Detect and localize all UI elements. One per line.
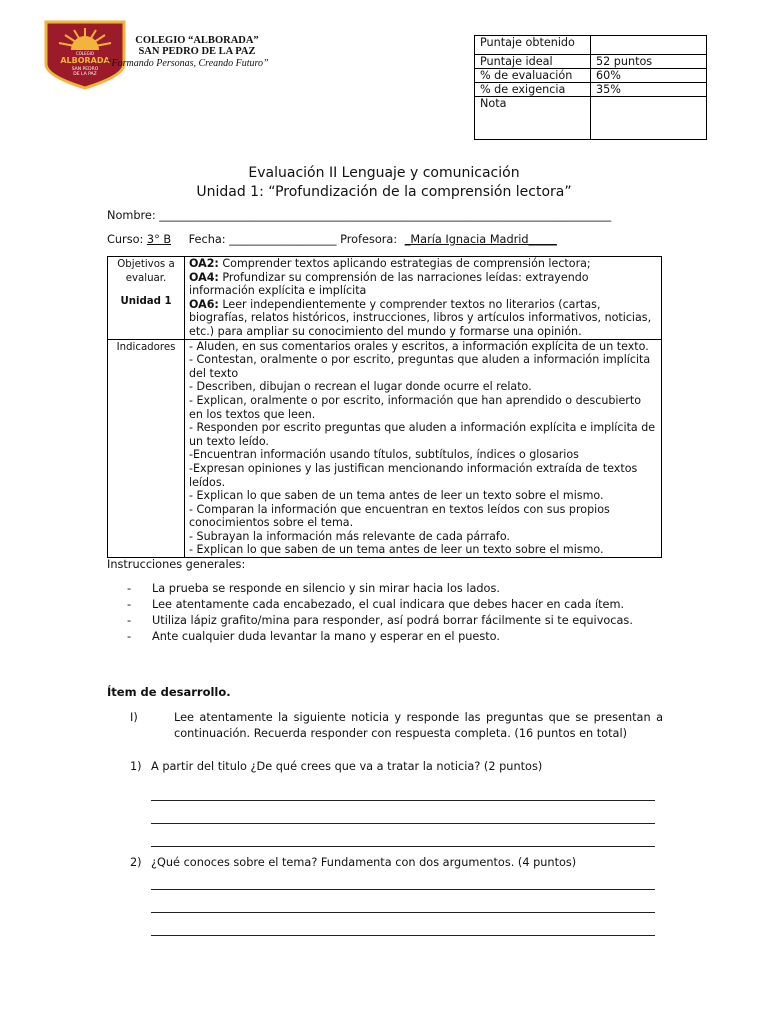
score-value[interactable]: [591, 36, 707, 55]
svg-text:SAN PEDRO: SAN PEDRO: [71, 67, 99, 72]
indicator-item: - Aluden, en sus comentarios orales y escritos, a información explícita de un texto.: [189, 339, 649, 353]
date-label: Fecha:: [188, 233, 226, 246]
oa-item: OA4: Profundizar su comprensión de las narraciones leídas: extrayendo información explícita e implícita: [189, 270, 589, 298]
indicator-item: - Subrayan la información más relevante de cada párrafo.: [189, 529, 510, 543]
name-blank[interactable]: ________________________________________________________________________________: [159, 209, 612, 222]
name-field[interactable]: [107, 209, 611, 222]
answer-line[interactable]: [151, 823, 655, 824]
score-label: % de exigencia: [475, 83, 591, 97]
indicator-item: -Expresan opiniones y las justifican mencionando información extraída de textos leídos.: [189, 461, 638, 489]
indicator-item: - Contestan, oralmente o por escrito, preguntas que aluden a información implícita del texto: [189, 353, 651, 380]
teacher-label: Profesora:: [340, 233, 398, 246]
score-label: Puntaje ideal: [475, 55, 591, 69]
section-part: [130, 710, 663, 742]
score-value: 60%: [591, 69, 707, 83]
score-row: [475, 36, 707, 55]
exam-title: Evaluación II Lenguaje y comunicación: [248, 165, 520, 181]
indicator-item: - Explican, oralmente o por escrito, información que han aprendido o descubierto en los textos que leen.: [189, 393, 641, 421]
indicator-item: - Comparan la información que encuentran en textos leídos con sus propios conocimientos sobre el tema.: [189, 502, 610, 530]
question-number: 1): [130, 760, 142, 773]
question-2: [130, 855, 663, 871]
objectives-header-cell: [108, 257, 185, 340]
indicators-content: [185, 339, 662, 558]
teacher-value: _María Ignacia Madrid_____: [404, 233, 557, 246]
school-header: [106, 35, 362, 69]
question-text: ¿Qué conoces sobre el tema? Fundamenta con dos argumentos. (4 puntos): [151, 856, 577, 869]
score-label: Puntaje obtenido: [475, 36, 591, 55]
score-label: Nota: [475, 97, 591, 140]
indicators-header: Indicadores: [108, 339, 185, 558]
score-row: [475, 55, 707, 69]
objectives-content: [185, 257, 662, 340]
section-title: Ítem de desarrollo.: [107, 685, 231, 699]
objectives-row: [108, 257, 662, 340]
dash-bullet: -: [127, 598, 132, 611]
school-name: COLEGIO “ALBORADA”: [135, 35, 259, 46]
instruction-item: - Utiliza lápiz grafito/mina para responder, así podrá borrar fácilmente si te equivocas.: [127, 614, 633, 627]
answer-line[interactable]: [151, 935, 655, 936]
svg-text:DE LA PAZ: DE LA PAZ: [73, 72, 97, 77]
score-value: 52 puntos: [591, 55, 707, 69]
answer-line[interactable]: [151, 889, 655, 890]
dash-bullet: -: [127, 630, 132, 643]
indicator-item: - Explican lo que saben de un tema antes de leer un texto sobre el mismo.: [189, 489, 604, 503]
score-label: % de evaluación: [475, 69, 591, 83]
svg-text:ALBORADA: ALBORADA: [60, 56, 110, 65]
question-number: 2): [130, 856, 142, 869]
instruction-item: - Ante cualquier duda levantar la mano y esperar en el puesto.: [127, 630, 500, 643]
name-label: Nombre:: [107, 209, 156, 222]
instructions-list: [127, 581, 667, 645]
grade-value[interactable]: [591, 97, 707, 140]
question-text: A partir del titulo ¿De qué crees que va a tratar la noticia? (2 puntos): [151, 760, 543, 773]
date-blank[interactable]: ___________________: [229, 233, 337, 246]
instructions-title: Instrucciones generales:: [107, 558, 246, 571]
course-line: [107, 233, 557, 246]
answer-line[interactable]: [151, 800, 655, 801]
indicators-row: [108, 339, 662, 558]
dash-bullet: -: [127, 582, 132, 595]
answer-line[interactable]: [151, 846, 655, 847]
unit-label: Unidad 1: [120, 296, 172, 308]
part-instructions: Lee atentamente la siguiente noticia y responde las preguntas que se presentan a continuación. Recuerda responder con respuesta completa. (16 puntos en total): [174, 711, 663, 740]
objectives-table: [107, 256, 662, 558]
dash-bullet: -: [127, 614, 132, 627]
school-motto: “Formando Personas, Creando Futuro”: [106, 58, 269, 69]
svg-text:COLEGIO: COLEGIO: [75, 51, 95, 56]
question-1: [130, 759, 663, 775]
instruction-item: - Lee atentamente cada encabezado, el cual indicara que debes hacer en cada ítem.: [127, 598, 625, 611]
indicator-item: - Describen, dibujan o recrean el lugar donde ocurre el relato.: [189, 380, 532, 394]
oa-item: OA6: Leer independientemente y comprender textos no literarios (cartas, biografías, relatos históricos, instrucciones, libros y artículos informativos, noticias, etc.) para ampliar su conocimiento del mundo y formarse una opinión.: [189, 297, 652, 338]
score-row: [475, 97, 707, 140]
part-number: I): [130, 711, 138, 724]
score-value: 35%: [591, 83, 707, 97]
objectives-header: Objetivos a evaluar.: [117, 259, 175, 284]
answer-line[interactable]: [151, 912, 655, 913]
indicator-item: -Encuentran información usando títulos, subtítulos, índices o glosarios: [189, 448, 579, 462]
score-row: [475, 83, 707, 97]
exam-subtitle: Unidad 1: “Profundización de la comprensión lectora”: [196, 184, 572, 200]
course-label: Curso:: [107, 233, 144, 246]
indicator-item: - Explican lo que saben de un tema antes de leer un texto sobre el mismo.: [189, 543, 604, 557]
score-table: [474, 35, 707, 140]
instruction-item: - La prueba se responde en silencio y sin mirar hacia los lados.: [127, 582, 500, 595]
course-value: 3° B: [146, 233, 172, 246]
indicator-item: - Responden por escrito preguntas que aluden a información explícita e implícita de un texto leído.: [189, 421, 656, 448]
score-row: [475, 69, 707, 83]
oa-item: OA2: Comprender textos aplicando estrategias de comprensión lectora;: [189, 257, 591, 270]
school-place: SAN PEDRO DE LA PAZ: [138, 46, 256, 57]
